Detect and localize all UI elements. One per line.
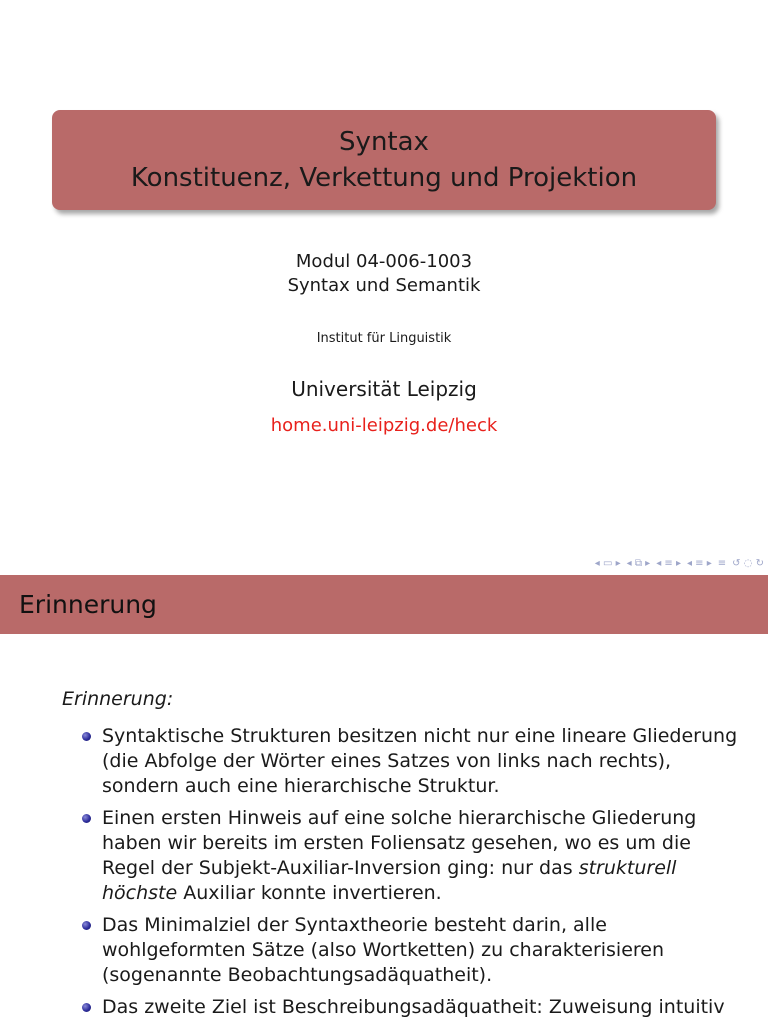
nav-search-icon[interactable]: ↺ ◌ ↻ (732, 557, 764, 569)
nav-appendix-icon[interactable]: ≡ (717, 557, 727, 569)
institute-name: Institut für Linguistik (316, 331, 452, 346)
frame-title: Erinnerung (19, 590, 157, 619)
university-name: Universität Leipzig (291, 377, 477, 401)
course-name: Syntax und Semantik (287, 275, 481, 296)
intro-label: Erinnerung: (62, 688, 174, 710)
nav-frame-icon[interactable]: ◂ ⧉ ▸ (626, 557, 651, 569)
list-item (80, 806, 740, 906)
emphasized-text: strukturell höchste (102, 857, 677, 904)
nav-section-icon[interactable]: ◂ ≡ ▸ (686, 557, 712, 569)
slide-title: Syntax (339, 127, 429, 157)
nav-first-icon[interactable]: ◂ ▭ ▸ (594, 557, 621, 569)
homepage-link[interactable]: home.uni-leipzig.de/heck (270, 415, 498, 436)
slide-subtitle: Konstituenz, Verkettung und Projektion (130, 163, 638, 193)
content-slide (0, 575, 768, 1024)
list-item (80, 724, 740, 799)
list-item (80, 995, 740, 1020)
frame-header (0, 575, 768, 634)
title-box (52, 110, 716, 210)
bullet-text: Auxiliar konnte invertieren. (177, 882, 442, 904)
bullet-text: Das zweite Ziel ist Beschreibungsadäquatheit: Zuweisung intuitiv (102, 996, 725, 1018)
bullet-text: Einen ersten Hinweis auf eine solche hierarchische Gliederung haben wir bereits im ersten Foliensatz gesehen, wo es um die Regel der Subjekt-Auxiliar-Inversion ging: nur das (102, 807, 697, 879)
list-item (80, 913, 740, 988)
bullet-icon (82, 814, 91, 823)
beamer-navigation (488, 555, 764, 571)
bullet-icon (82, 732, 91, 741)
bullet-icon (82, 921, 91, 930)
bullet-text: Syntaktische Strukturen besitzen nicht nur eine lineare Gliederung (die Abfolge der Wörter eines Satzes von links nach rechts), sondern auch eine hierarchische Struktur. (102, 725, 738, 797)
bullet-text: Das Minimalziel der Syntaxtheorie besteht darin, alle wohlgeformten Sätze (also Wortketten) zu charakterisieren (sogenannte Beobachtungsadäquatheit). (102, 914, 665, 986)
bullet-icon (82, 1003, 91, 1012)
nav-subsection-icon[interactable]: ◂ ≡ ▸ (656, 557, 681, 569)
modul-number: Modul 04-006-1003 (295, 251, 473, 272)
bullet-list (80, 724, 740, 1027)
